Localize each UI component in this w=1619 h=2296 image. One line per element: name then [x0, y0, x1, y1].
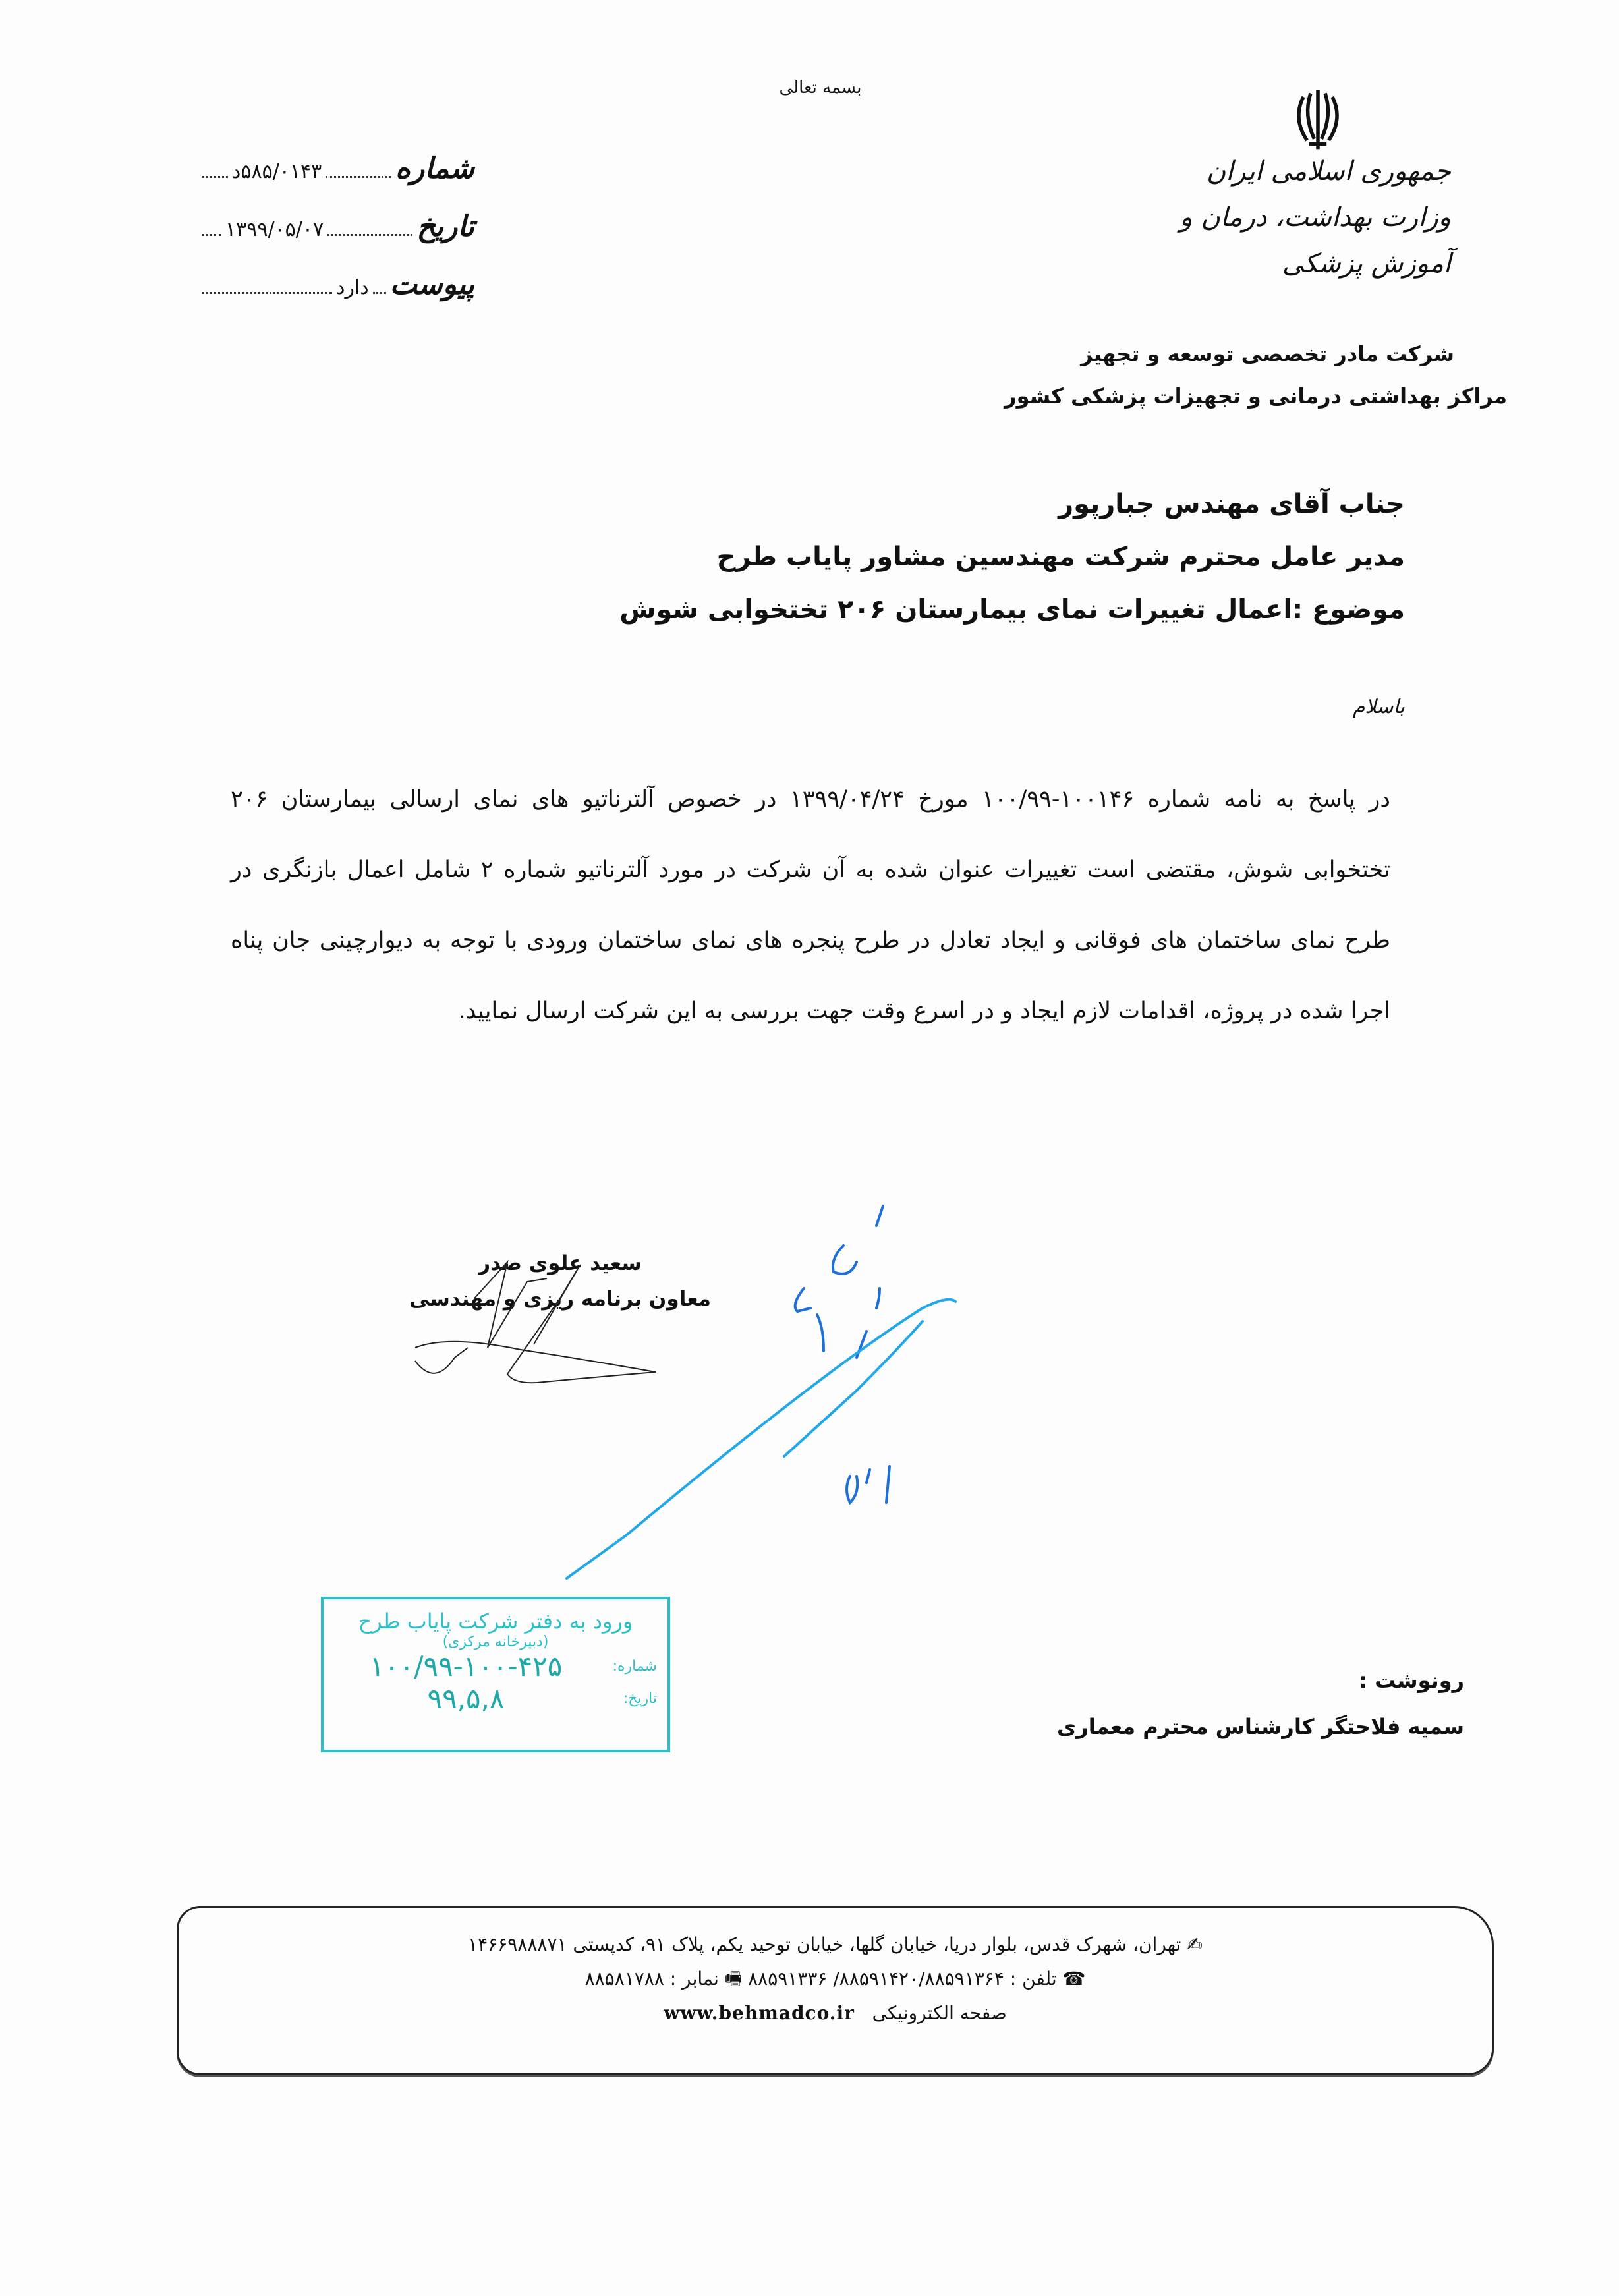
bismillah-heading: بسمه تعالی: [779, 78, 862, 98]
stamp-number-label: شماره:: [612, 1658, 657, 1675]
footer-web: [179, 1996, 1492, 2030]
ministry-letterhead: [1108, 148, 1451, 287]
meta-number-value: ۵۸۵/۰۱۴۳د: [232, 160, 322, 183]
cc-block: [1057, 1657, 1464, 1750]
signature-icon: [415, 1262, 656, 1383]
stamp-number-value: ۱۰۰/۹۹-۱۰۰-۴۲۵: [369, 1650, 563, 1682]
meta-attachment-label: پیوست: [389, 268, 474, 301]
addressee-name: جناب آقای مهندس جبارپور: [1058, 489, 1405, 519]
meta-date-value: ۱۳۹۹/۰۵/۰۷: [225, 218, 324, 241]
meta-date-label: تاریخ: [416, 210, 474, 243]
meta-attachment-value: دارد: [336, 276, 369, 299]
stamp-date-value: ۹۹,۵,۸: [427, 1682, 505, 1715]
handwritten-line-icon: [567, 1300, 955, 1578]
cc-recipient: سمیه فلاحتگر کارشناس محترم معماری: [1057, 1714, 1464, 1739]
cc-label: رونوشت :: [1359, 1668, 1464, 1693]
ministry-line-2: وزارت بهداشت، درمان و آموزش پزشکی: [1179, 202, 1451, 279]
letter-body: در پاسخ به نامه شماره ۱۰۰۱۴۶-۱۰۰/۹۹ مورخ ۱۳۹۹/۰۴/۲۴ در خصوص آلترناتیو های نمای ارسالی بیمارستان ۲۰۶ تختخوابی شوش، مقتضی است تغییرات عنوان شده به آن شرکت در مورد آلترناتیو شماره ۲ شامل اعمال بازنگری در طرح نمای ساختمان های فوقانی و ایجاد تعادل در طرح پنجره های نمای ساختمان ورودی با توجه به دیوارچینی جان پناه اجرا شده در پروژه، اقدامات لازم ایجاد و در اسرع وقت جهت بررسی به این شرکت ارسال نمایید.: [231, 786, 1390, 1024]
receipt-stamp: [321, 1597, 670, 1752]
phone-icon: ☎: [1056, 1968, 1086, 1990]
meta-attachment-row: [198, 268, 474, 326]
footer-phone-fax: [179, 1962, 1492, 1996]
fax-value: ۸۸۵۸۱۷۸۸: [584, 1968, 664, 1990]
signer-name: سعید علوی صدر: [478, 1251, 642, 1275]
meta-date-row: [198, 210, 474, 268]
ministry-line-1: جمهوری اسلامی ایران: [1206, 156, 1451, 187]
stamp-title: ورود به دفتر شرکت پایاب طرح: [358, 1609, 633, 1634]
meta-number-label: شماره: [395, 152, 474, 185]
signer-title: معاون برنامه ریزی و مهندسی: [409, 1287, 711, 1311]
fax-icon: 🖷: [718, 1968, 743, 1990]
footer-address: ✍ تهران، شهرک قدس، بلوار دریا، خیابان گلها، خیابان توحید یکم، پلاک ۹۱، کدپستی ۱۴۶۶۹۸۸۸۷۱: [468, 1934, 1203, 1955]
company-line-2: مراکز بهداشتی درمانی و تجهیزات پزشکی کشور: [1004, 384, 1507, 409]
stamp-number-row: [324, 1650, 667, 1682]
company-line-1: شرکت مادر تخصصی توسعه و تجهیز: [1081, 341, 1454, 366]
website-link[interactable]: www.behmadco.ir: [664, 2002, 855, 2024]
company-name: [1004, 333, 1507, 417]
stamp-subtitle: (دبیرخانه مرکزی): [442, 1634, 549, 1650]
phone-value: ۸۸۵۹۱۴۲۰/۸۸۵۹۱۳۶۴/ ۸۸۵۹۱۳۳۶: [748, 1968, 1004, 1990]
phone-label: تلفن :: [1009, 1968, 1057, 1990]
signature-and-handwritten-note: [395, 1199, 1285, 1608]
stamp-date-label: تاریخ:: [623, 1690, 657, 1707]
meta-number-row: [198, 152, 474, 210]
pen-icon: ✍: [1181, 1934, 1203, 1955]
handwritten-note-icon: [795, 1206, 890, 1503]
fax-label: نمابر :: [669, 1968, 719, 1990]
stamp-date-row: [324, 1682, 667, 1715]
addressee-block: [619, 478, 1405, 636]
letter-meta: [198, 152, 474, 326]
iran-emblem-icon: [1282, 82, 1354, 155]
letter-subject: موضوع :اعمال تغییرات نمای بیمارستان ۲۰۶ تختخوابی شوش: [619, 594, 1405, 625]
greeting: باسلام: [1352, 695, 1405, 718]
web-label: صفحه الکترونیکی: [872, 2002, 1007, 2024]
footer-contact-box: [177, 1906, 1494, 2075]
addressee-title: مدیر عامل محترم شرکت مهندسین مشاور پایاب طرح: [716, 542, 1405, 572]
